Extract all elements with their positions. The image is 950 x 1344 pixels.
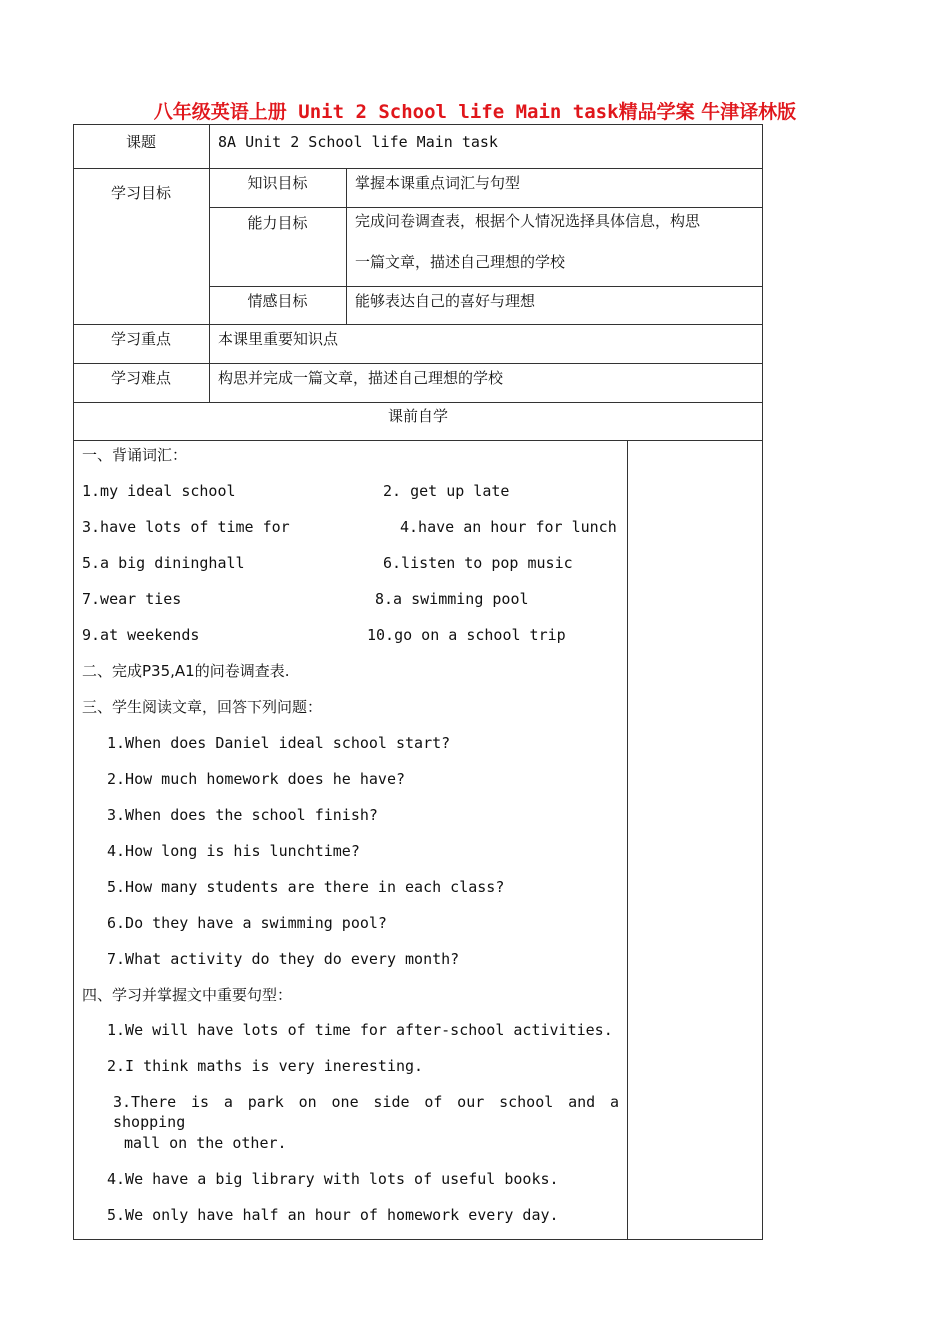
title-chinese: 八年级英语上册 [153, 101, 287, 123]
focus-value: 本课里重要知识点 [218, 330, 339, 348]
sentence-item: 2.I think maths is very ineresting. [107, 1057, 424, 1075]
column-divider [209, 124, 210, 402]
reading-heading: 三、学生阅读文章，回答下列问题： [82, 698, 323, 716]
question-item: 6.Do they have a swimming pool? [107, 914, 387, 932]
sentence-heading: 四、学习并掌握文中重要句型： [82, 986, 293, 1004]
vocab-item: 6.listen to pop music [383, 554, 573, 572]
question-item: 4.How long is his lunchtime? [107, 842, 360, 860]
question-item: 2.How much homework does he have? [107, 770, 406, 788]
difficulty-value: 构思并完成一篇文章，描述自己理想的学校 [218, 369, 504, 387]
goals-label: 学习目标 [110, 184, 171, 202]
vocab-item: 10.go on a school trip [367, 626, 566, 644]
row-divider [73, 402, 763, 403]
column-divider [346, 168, 347, 324]
vocab-item: 7.wear ties [82, 590, 182, 608]
row-divider [209, 207, 763, 208]
sentence-item: 5.We only have half an hour of homework every day. [107, 1206, 559, 1224]
question-item: 1.When does Daniel ideal school start? [107, 734, 451, 752]
title-suffix: 精品学案 牛津译林版 [618, 101, 797, 123]
vocab-item: 2. get up late [383, 482, 510, 500]
row-divider [73, 168, 763, 169]
knowledge-label: 知识目标 [247, 174, 308, 192]
sentence-item: 3.There is a park on one side of our school and a shopping [113, 1093, 619, 1131]
survey-heading: 二、完成P35,A1的问卷调查表. [82, 662, 290, 680]
vocab-item: 1.my ideal school [82, 482, 236, 500]
sentence-item: 4.We have a big library with lots of useful books. [107, 1170, 559, 1188]
question-item: 5.How many students are there in each class? [107, 878, 505, 896]
vocab-heading: 一、背诵词汇： [82, 446, 188, 464]
emotion-value: 能够表达自己的喜好与理想 [355, 292, 536, 310]
row-divider [73, 324, 763, 325]
preview-heading: 课前自学 [387, 407, 448, 425]
row-divider [73, 440, 763, 441]
sentence-item: mall on the other. [124, 1134, 287, 1152]
vocab-item: 5.a big dininghall [82, 554, 245, 572]
topic-value: 8A Unit 2 School life Main task [218, 133, 498, 151]
topic-label: 课题 [125, 133, 156, 151]
ability-value-line2: 一篇文章，描述自己理想的学校 [355, 253, 566, 271]
sentence-item: 1.We will have lots of time for after-school activities. [107, 1021, 613, 1039]
emotion-label: 情感目标 [247, 292, 308, 310]
row-divider [209, 286, 763, 287]
ability-value-line1: 完成问卷调查表，根据个人情况选择具体信息，构思 [355, 212, 701, 230]
question-item: 3.When does the school finish? [107, 806, 378, 824]
title-english: Unit 2 School life Main task [298, 101, 619, 123]
vocab-item: 4.have an hour for lunch [400, 518, 617, 536]
vocab-item: 3.have lots of time for [82, 518, 290, 536]
column-divider [627, 440, 628, 1240]
question-item: 7.What activity do they do every month? [107, 950, 460, 968]
ability-label: 能力目标 [247, 214, 308, 232]
vocab-item: 8.a swimming pool [375, 590, 529, 608]
row-divider [73, 363, 763, 364]
vocab-item: 9.at weekends [82, 626, 200, 644]
knowledge-value: 掌握本课重点词汇与句型 [355, 174, 521, 192]
focus-label: 学习重点 [110, 330, 171, 348]
difficulty-label: 学习难点 [110, 369, 171, 387]
